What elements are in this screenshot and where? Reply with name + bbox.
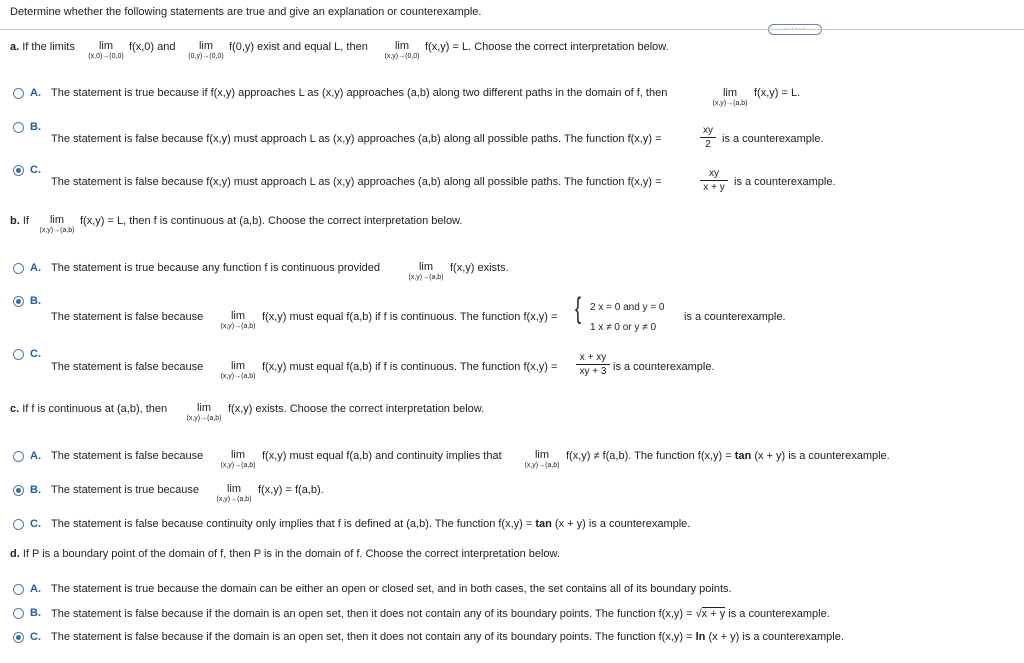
question-d-label: d. — [10, 548, 20, 560]
question-a — [10, 41, 75, 53]
option-a-B-tail: is a counterexample. — [722, 133, 824, 145]
question-d-text: If P is a boundary point of the domain of f, then P is in the domain of f. Choose the correct interpretation below. — [22, 548, 560, 560]
option-b-C-letter: C. — [30, 348, 41, 360]
option-a-A-text: The statement is true because if f(x,y) approaches L as (x,y) approaches (a,b) along two different paths in the domain of f, then — [51, 87, 668, 99]
option-a-A-radio[interactable] — [13, 88, 24, 99]
option-a-B-fraction: xy 2 — [700, 125, 716, 150]
option-c-A-fn: tan — [734, 450, 752, 462]
question-b-text1: If — [22, 215, 29, 227]
option-d-C-fn: ln — [695, 631, 706, 643]
option-b-B-letter: B. — [30, 295, 41, 307]
question-d — [10, 548, 560, 560]
option-b-A-radio[interactable] — [13, 263, 24, 274]
header-divider — [0, 29, 1024, 30]
option-b-B-limit: lim (x,y)→(a,b) — [220, 310, 256, 330]
option-d-A-letter: A. — [30, 583, 41, 595]
option-c-A-limit: lim (x,y)→(a,b) — [220, 449, 256, 469]
option-a-B-text: The statement is false because f(x,y) must approach L as (x,y) approaches (a,b) along all possible paths. The function f(x,y) = — [51, 133, 662, 145]
question-a-text2: f(x,0) and — [129, 41, 176, 53]
question-b-text2: f(x,y) = L, then f is continuous at (a,b). Choose the correct interpretation below. — [80, 215, 463, 227]
option-a-A-limit: lim (x,y)→(a,b) — [712, 87, 748, 107]
question-a-label: a. — [10, 41, 20, 53]
question-c-limit: lim (x,y)→(a,b) — [186, 402, 222, 422]
option-a-B-letter: B. — [30, 121, 41, 133]
option-d-B-text: The statement is false because if the domain is an open set, then it does not contain any of its boundary points. The function f(x,y) = √x + y is a counterexample. — [51, 608, 830, 620]
option-a-C-radio[interactable] — [13, 165, 24, 176]
question-c — [10, 403, 167, 415]
option-d-B-letter: B. — [30, 607, 41, 619]
option-a-A-tail: f(x,y) = L. — [754, 87, 801, 99]
option-b-B-text: The statement is false because — [51, 311, 204, 323]
option-b-C-fraction: x + xy xy + 3 — [576, 352, 610, 377]
option-d-A-radio[interactable] — [13, 584, 24, 595]
question-b — [10, 215, 29, 227]
option-c-C-fn: tan — [535, 518, 552, 530]
instruction-text: Determine whether the following statements are true and give an explanation or counterexample. — [10, 6, 482, 18]
option-c-C-letter: C. — [30, 518, 41, 530]
option-c-B-tail: f(x,y) = f(a,b). — [258, 484, 324, 496]
option-b-B-tail: is a counterexample. — [684, 311, 786, 323]
option-b-A-limit: lim (x,y)→(a,b) — [408, 261, 444, 281]
option-c-A-letter: A. — [30, 450, 41, 462]
question-a-text3: f(0,y) exist and equal L, then — [229, 41, 368, 53]
question-a-text4: f(x,y) = L. Choose the correct interpretation below. — [425, 41, 669, 53]
option-a-C-fraction: xy x + y — [700, 168, 728, 193]
option-d-C-radio[interactable] — [13, 632, 24, 643]
option-b-A-letter: A. — [30, 262, 41, 274]
option-a-A-letter: A. — [30, 87, 41, 99]
option-b-B-case2: 1 x ≠ 0 or y ≠ 0 — [590, 322, 657, 333]
option-c-B-text: The statement is true because — [51, 484, 199, 496]
option-b-B-radio[interactable] — [13, 296, 24, 307]
question-a-limit1: lim (x,0)→(0,0) — [88, 40, 124, 60]
option-d-B-sqrt: √x + y — [695, 608, 726, 620]
question-b-label: b. — [10, 215, 20, 227]
option-b-B-case1: 2 x = 0 and y = 0 — [590, 302, 665, 313]
option-c-A-limit2: lim (x,y)→(a,b) — [524, 449, 560, 469]
question-b-limit: lim (x,y)→(a,b) — [39, 214, 75, 234]
option-c-C-text: The statement is false because continuity only implies that f is defined at (a,b). The function f(x,y) = tan (x + y) is a counterexample. — [51, 518, 691, 530]
question-a-limit2: lim (0,y)→(0,0) — [188, 40, 224, 60]
option-d-A-text: The statement is true because the domain can be either an open or closed set, and in both cases, the set contains all of its boundary points. — [51, 583, 732, 595]
option-b-A-text: The statement is true because any function f is continuous provided — [51, 262, 380, 274]
option-b-C-text: The statement is false because — [51, 361, 204, 373]
option-b-B-text2: f(x,y) must equal f(a,b) if f is continuous. The function f(x,y) = — [262, 311, 558, 323]
question-c-label: c. — [10, 403, 20, 415]
option-a-C-tail: is a counterexample. — [734, 176, 836, 188]
option-a-C-letter: C. — [30, 164, 41, 176]
option-b-C-text2: f(x,y) must equal f(a,b) if f is continuous. The function f(x,y) = — [262, 361, 558, 373]
option-b-C-limit: lim (x,y)→(a,b) — [220, 360, 256, 380]
option-b-B-brace: { — [575, 292, 582, 325]
option-a-C-text: The statement is false because f(x,y) must approach L as (x,y) approaches (a,b) along all possible paths. The function f(x,y) = — [51, 176, 662, 188]
option-a-B-radio[interactable] — [13, 122, 24, 133]
option-c-B-letter: B. — [30, 484, 41, 496]
option-c-C-radio[interactable] — [13, 519, 24, 530]
question-c-text2: f(x,y) exists. Choose the correct interpretation below. — [228, 403, 485, 415]
question-a-text1: If the limits — [22, 41, 75, 53]
question-c-text1: If f is continuous at (a,b), then — [22, 403, 168, 415]
question-a-limit3: lim (x,y)→(0,0) — [384, 40, 420, 60]
option-b-C-radio[interactable] — [13, 349, 24, 360]
option-b-C-tail: is a counterexample. — [613, 361, 715, 373]
option-d-C-text: The statement is false because if the domain is an open set, then it does not contain any of its boundary points. The function f(x,y) = ln (x + y) is a counterexample. — [51, 631, 844, 643]
option-d-C-letter: C. — [30, 631, 41, 643]
option-c-A-text: The statement is false because — [51, 450, 204, 462]
option-c-A-radio[interactable] — [13, 451, 24, 462]
option-d-B-radio[interactable] — [13, 608, 24, 619]
option-b-A-tail: f(x,y) exists. — [450, 262, 509, 274]
option-c-A-text2: f(x,y) must equal f(a,b) and continuity implies that — [262, 450, 502, 462]
option-c-B-limit: lim (x,y)→(a,b) — [216, 483, 252, 503]
option-c-A-text3: f(x,y) ≠ f(a,b). The function f(x,y) = tan (x + y) is a counterexample. — [566, 450, 890, 462]
option-c-B-radio[interactable] — [13, 485, 24, 496]
